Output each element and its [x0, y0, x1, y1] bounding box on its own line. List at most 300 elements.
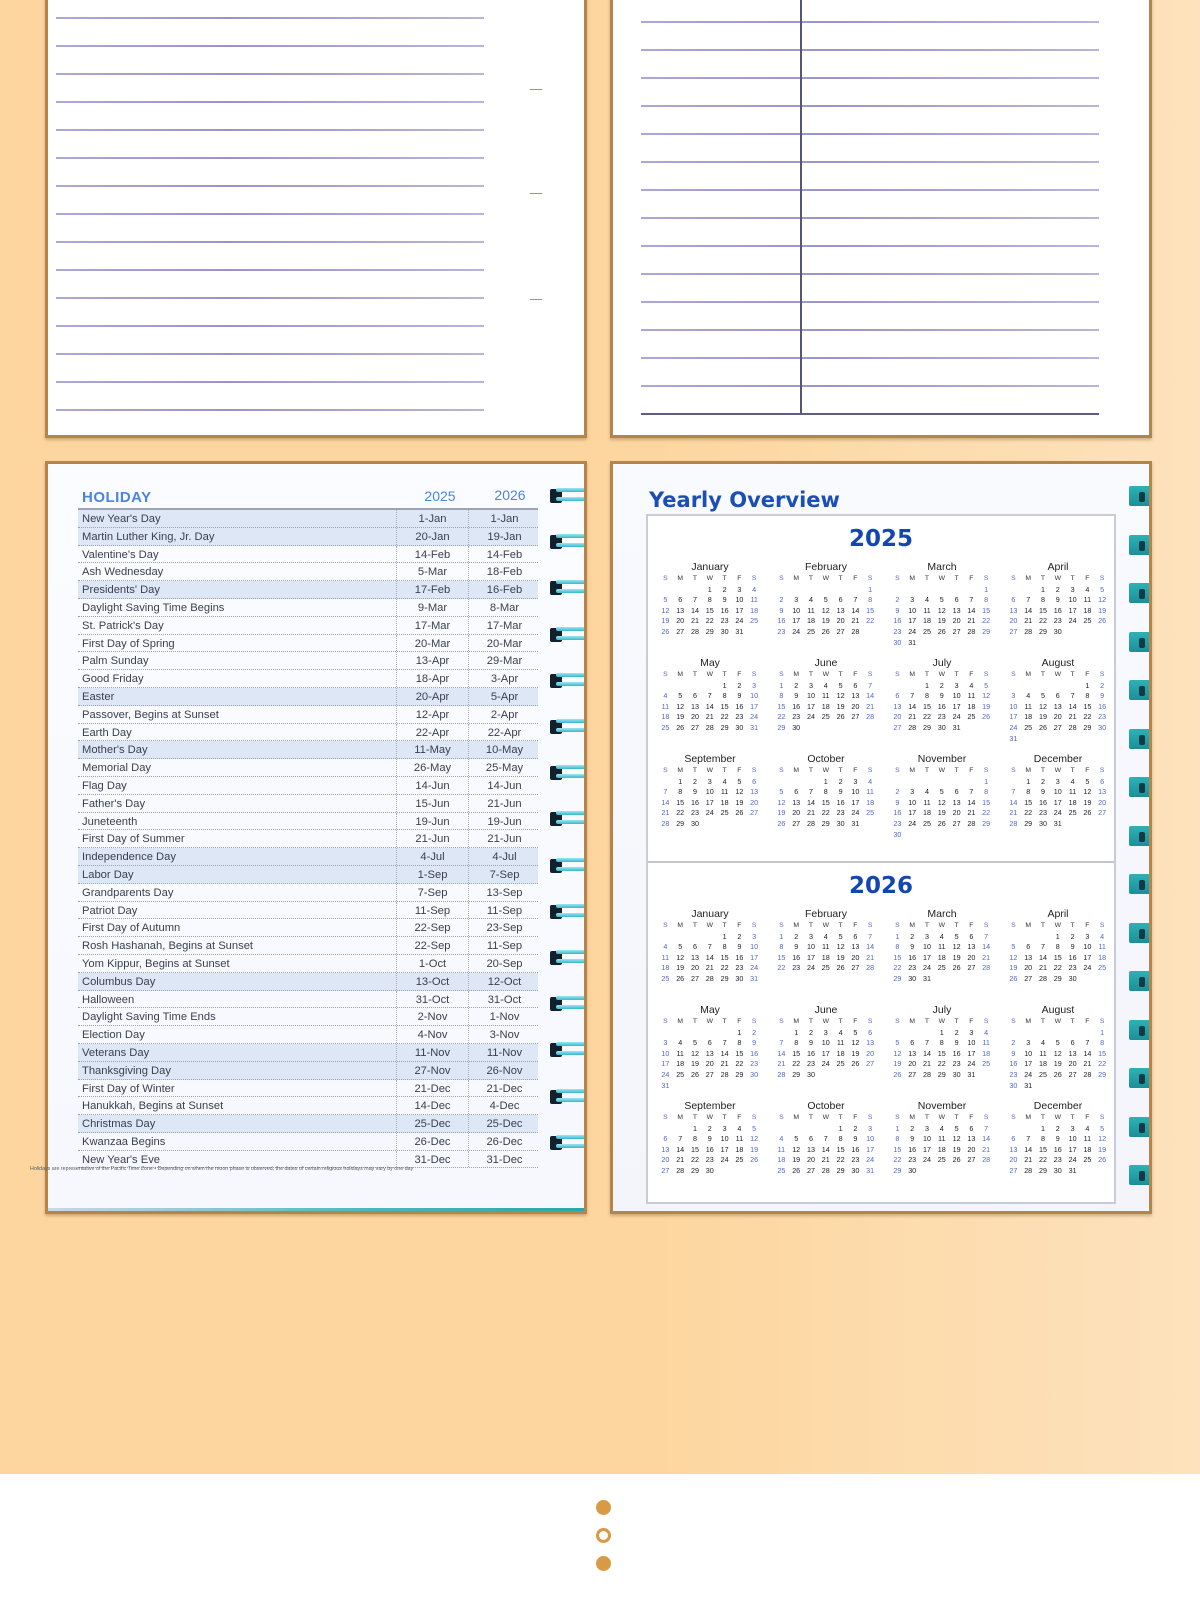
calendar-day: 15	[1038, 1144, 1047, 1154]
weekday-label: S	[1099, 671, 1105, 678]
calendar-day: 8	[868, 595, 873, 605]
calendar-day: 10	[735, 595, 744, 605]
calendar-day: 27	[1068, 1069, 1077, 1079]
calendar-day: 23	[777, 626, 786, 636]
calendar-day: 30	[908, 973, 917, 983]
weekday-label: M	[1025, 922, 1032, 929]
margin-tick	[530, 89, 542, 90]
calendar-day: 30	[1098, 722, 1107, 732]
spiral-wire	[556, 534, 587, 538]
calendar-day: 15	[777, 952, 786, 962]
weekday-label: M	[909, 671, 916, 678]
calendar-day: 25	[821, 963, 830, 973]
holiday-date-2025: 27-Nov	[396, 1062, 468, 1079]
calendar-day: 20	[690, 712, 699, 722]
calendar-day: 20	[690, 963, 699, 973]
calendar-day: 15	[720, 952, 729, 962]
ruled-line	[641, 49, 1099, 51]
calendar-day: 19	[937, 616, 946, 626]
calendar-day: 22	[922, 712, 931, 722]
calendar-day: 20	[661, 1155, 670, 1165]
weekday-label: T	[722, 1018, 727, 1025]
weekday-label: F	[853, 922, 858, 929]
weekday-label: T	[1040, 1114, 1046, 1121]
calendar-day: 19	[750, 1144, 759, 1154]
holiday-row	[78, 1133, 538, 1151]
calendar-day: 6	[853, 931, 858, 941]
month-calendar	[654, 656, 766, 734]
weekday-label: T	[808, 1114, 814, 1121]
calendar-day: 17	[661, 1059, 670, 1069]
calendar-day: 2	[910, 931, 915, 941]
weekday-label: T	[1070, 922, 1075, 929]
calendar-day: 28	[777, 1069, 786, 1079]
calendar-day: 12	[952, 942, 961, 952]
ruled-line	[641, 133, 1099, 135]
empty-day	[905, 585, 920, 596]
calendar-day: 19	[821, 616, 830, 626]
weekday-label: S	[895, 1114, 900, 1121]
calendar-day: 27	[836, 626, 845, 636]
calendar-day: 7	[1011, 787, 1016, 797]
weekday-label: S	[779, 1018, 784, 1025]
calendar-day: 26	[937, 626, 946, 636]
holiday-date-2025: 4-Nov	[396, 1026, 468, 1043]
calendar-day: 22	[836, 1155, 845, 1165]
calendar-day: 15	[1098, 1048, 1107, 1058]
calendar-day: 8	[678, 787, 683, 797]
calendar-day: 23	[792, 963, 801, 973]
calendar-day: 10	[922, 942, 931, 952]
weekday-label: W	[706, 767, 713, 774]
calendar-day: 30	[1038, 818, 1047, 828]
calendar-day: 28	[1038, 973, 1047, 983]
spiral-wire	[556, 1042, 587, 1046]
calendar-day: 8	[722, 691, 727, 701]
calendar-day: 21	[851, 616, 860, 626]
calendar-day: 16	[893, 808, 902, 818]
weekday-label: W	[938, 1114, 945, 1121]
calendar-day: 7	[823, 1134, 828, 1144]
month-day-grid	[890, 921, 998, 985]
calendar-day: 25	[836, 1059, 845, 1069]
spiral-wire	[556, 1144, 587, 1148]
calendar-day: 19	[661, 616, 670, 626]
holiday-date-2026: 16-Feb	[468, 581, 540, 598]
empty-day	[905, 777, 920, 788]
month-calendar	[770, 1099, 882, 1177]
empty-day	[1036, 1028, 1051, 1039]
weekday-label: S	[663, 671, 668, 678]
empty-day	[818, 585, 833, 596]
calendar-day: 13	[967, 1134, 976, 1144]
calendar-day: 18	[821, 701, 830, 711]
weekday-label: M	[1025, 767, 1032, 774]
calendar-day: 22	[937, 1059, 946, 1069]
calendar-day: 30	[851, 1165, 860, 1175]
year-calendar-2025	[648, 516, 1114, 856]
calendar-day: 7	[1040, 942, 1045, 952]
calendar-day: 5	[838, 680, 843, 690]
calendar-day: 7	[969, 787, 974, 797]
empty-day	[804, 1124, 819, 1135]
yearly-calendar-box	[646, 514, 1116, 1204]
empty-day	[673, 585, 688, 596]
pager-dot-active[interactable]	[596, 1528, 611, 1543]
weekday-label: F	[737, 922, 742, 929]
calendar-day: 29	[922, 722, 931, 732]
calendar-day: 9	[692, 787, 697, 797]
calendar-day: 1	[1040, 1123, 1045, 1133]
weekday-label: S	[1011, 1018, 1016, 1025]
holiday-date-2026: 29-Mar	[468, 652, 540, 669]
calendar-day: 22	[735, 1059, 744, 1069]
spiral-ring	[550, 948, 587, 968]
calendar-day: 12	[821, 605, 830, 615]
calendar-day: 16	[735, 952, 744, 962]
weekday-label: T	[808, 671, 814, 678]
calendar-day: 15	[1083, 701, 1092, 711]
ruled-line	[56, 381, 484, 383]
ruled-line	[641, 217, 1099, 219]
calendar-day: 23	[908, 963, 917, 973]
calendar-day: 7	[707, 942, 712, 952]
calendar-day: 17	[1024, 1059, 1033, 1069]
calendar-day: 24	[735, 616, 744, 626]
holiday-table-header	[82, 486, 536, 506]
calendar-day: 31	[1068, 1165, 1077, 1175]
calendar-day: 6	[692, 691, 697, 701]
holiday-name: Palm Sunday	[82, 655, 149, 668]
calendar-day: 12	[1009, 952, 1018, 962]
calendar-day: 14	[1024, 605, 1033, 615]
calendar-day: 10	[720, 1134, 729, 1144]
calendar-day: 8	[779, 942, 784, 952]
weekday-label: F	[737, 1114, 742, 1121]
empty-day	[934, 777, 949, 788]
holiday-name: Easter	[82, 690, 115, 703]
calendar-day: 21	[967, 808, 976, 818]
calendar-day: 28	[661, 818, 670, 828]
empty-day	[920, 777, 935, 788]
calendar-day: 17	[1053, 797, 1062, 807]
calendar-day: 2	[910, 1123, 915, 1133]
month-name: January	[691, 908, 729, 920]
holiday-name: Mother's Day	[82, 744, 148, 757]
weekday-label: T	[722, 575, 727, 582]
calendar-day: 26	[982, 712, 991, 722]
calendar-day: 23	[1038, 808, 1047, 818]
calendar-day: 30	[705, 1165, 714, 1175]
calendar-day: 3	[794, 595, 799, 605]
empty-day	[658, 1124, 673, 1135]
weekday-label: M	[793, 671, 800, 678]
calendar-day: 19	[676, 712, 685, 722]
calendar-day: 1	[984, 584, 989, 594]
calendar-day: 3	[924, 931, 929, 941]
holiday-date-2025: 7-Sep	[396, 884, 468, 901]
month-day-grid	[890, 766, 998, 840]
calendar-day: 4	[1085, 584, 1090, 594]
calendar-day: 14	[661, 797, 670, 807]
calendar-day: 2	[1011, 1038, 1016, 1048]
ruled-line	[641, 329, 1099, 331]
empty-day	[890, 681, 905, 692]
calendar-day: 18	[661, 963, 670, 973]
weekday-label: F	[1085, 575, 1090, 582]
calendar-day: 22	[821, 808, 830, 818]
month-calendar	[1002, 656, 1114, 744]
month-day-grid	[1006, 670, 1114, 744]
holiday-date-2026: 1-Nov	[468, 1008, 540, 1025]
weekday-label: W	[1054, 1018, 1061, 1025]
calendar-day: 13	[952, 605, 961, 615]
calendar-day: 25	[1024, 722, 1033, 732]
calendar-day: 31	[908, 637, 917, 647]
calendar-day: 19	[893, 1059, 902, 1069]
calendar-day: 17	[851, 797, 860, 807]
month-day-grid	[658, 574, 766, 638]
month-day-grid	[1006, 1113, 1114, 1177]
calendar-day: 28	[967, 818, 976, 828]
ruled-line	[641, 161, 1099, 163]
calendar-day: 31	[750, 973, 759, 983]
calendar-day: 1	[868, 584, 873, 594]
holiday-name: Kwanzaa Begins	[82, 1135, 166, 1148]
calendar-day: 26	[676, 973, 685, 983]
calendar-day: 1	[1040, 584, 1045, 594]
calendar-day: 5	[678, 942, 683, 952]
weekday-label: T	[838, 1114, 843, 1121]
calendar-day: 5	[1011, 942, 1016, 952]
holiday-row	[78, 510, 538, 528]
holiday-name: Election Day	[82, 1029, 145, 1042]
weekday-label: T	[924, 1114, 930, 1121]
ruled-line	[56, 297, 484, 299]
weekday-label: T	[1040, 922, 1046, 929]
empty-day	[1036, 932, 1051, 943]
calendar-day: 3	[969, 1027, 974, 1037]
calendar-day: 15	[866, 605, 875, 615]
empty-day	[658, 777, 673, 788]
weekday-label: M	[1025, 1018, 1032, 1025]
holiday-row	[78, 652, 538, 670]
calendar-day: 10	[750, 942, 759, 952]
calendar-day: 16	[952, 1048, 961, 1058]
weekday-label: S	[983, 1018, 989, 1025]
calendar-day: 7	[984, 1123, 989, 1133]
month-calendar	[886, 907, 998, 985]
calendar-day: 11	[1083, 595, 1092, 605]
calendar-day: 8	[1085, 691, 1090, 701]
weekday-label: T	[838, 767, 843, 774]
calendar-day: 31	[967, 1069, 976, 1079]
calendar-day: 26	[952, 1155, 961, 1165]
calendar-day: 9	[954, 1038, 959, 1048]
holiday-row	[78, 955, 538, 973]
calendar-day: 17	[750, 952, 759, 962]
calendar-day: 3	[663, 1038, 668, 1048]
calendar-day: 3	[823, 1027, 828, 1037]
calendar-day: 24	[922, 1155, 931, 1165]
ruled-line	[56, 101, 484, 103]
calendar-day: 6	[752, 776, 757, 786]
calendar-day: 26	[1098, 616, 1107, 626]
empty-day	[1021, 681, 1036, 692]
calendar-day: 24	[922, 963, 931, 973]
calendar-day: 14	[720, 1048, 729, 1058]
calendar-day: 15	[893, 952, 902, 962]
month-calendar	[770, 752, 882, 830]
vertical-column-rule	[800, 0, 802, 413]
month-calendar	[654, 752, 766, 830]
empty-day	[1006, 777, 1021, 788]
calendar-day: 9	[737, 942, 742, 952]
calendar-day: 12	[777, 797, 786, 807]
month-day-grid	[774, 921, 882, 974]
month-calendar	[770, 656, 882, 734]
calendar-day: 31	[952, 722, 961, 732]
month-calendar	[770, 560, 882, 638]
calendar-day: 18	[676, 1059, 685, 1069]
calendar-day: 30	[952, 1069, 961, 1079]
spiral-wire	[556, 913, 587, 917]
calendar-day: 25	[1068, 808, 1077, 818]
calendar-day: 12	[661, 605, 670, 615]
calendar-day: 19	[851, 1048, 860, 1058]
weekday-label: S	[983, 922, 989, 929]
calendar-day: 27	[866, 1059, 875, 1069]
calendar-day: 24	[851, 808, 860, 818]
calendar-day: 7	[722, 1038, 727, 1048]
month-day-grid	[890, 1017, 998, 1081]
month-day-grid	[1006, 1017, 1114, 1091]
calendar-day: 21	[705, 712, 714, 722]
year-column-2025: 2025	[424, 488, 456, 504]
calendar-day: 6	[895, 691, 900, 701]
calendar-day: 17	[866, 1144, 875, 1154]
empty-day	[1080, 1028, 1095, 1039]
calendar-day: 4	[823, 931, 828, 941]
calendar-day: 12	[735, 787, 744, 797]
pager-dot[interactable]	[596, 1556, 611, 1571]
calendar-day: 31	[866, 1165, 875, 1175]
month-name: July	[932, 1004, 952, 1016]
calendar-day: 7	[868, 680, 873, 690]
weekday-label: S	[867, 767, 873, 774]
calendar-day: 7	[984, 931, 989, 941]
spiral-wire	[556, 543, 587, 547]
calendar-day: 28	[982, 963, 991, 973]
weekday-label: M	[909, 575, 916, 582]
calendar-day: 8	[984, 595, 989, 605]
calendar-day: 13	[1009, 605, 1018, 615]
calendar-day: 28	[922, 1069, 931, 1079]
spiral-wire	[556, 867, 587, 871]
pager-dot[interactable]	[596, 1500, 611, 1515]
spiral-wire	[556, 904, 587, 908]
weekday-label: W	[1054, 767, 1061, 774]
calendar-day: 29	[893, 973, 902, 983]
calendar-day: 22	[1098, 1059, 1107, 1069]
calendar-day: 29	[735, 1069, 744, 1079]
calendar-day: 6	[808, 1134, 813, 1144]
calendar-day: 18	[661, 712, 670, 722]
ruled-line	[56, 241, 484, 243]
calendar-day: 18	[922, 808, 931, 818]
calendar-day: 28	[690, 626, 699, 636]
spiral-ring	[550, 717, 587, 737]
weekday-label: F	[853, 767, 858, 774]
weekday-label: F	[969, 1018, 974, 1025]
weekday-label: F	[969, 575, 974, 582]
weekday-label: S	[1011, 671, 1016, 678]
calendar-day: 5	[823, 595, 828, 605]
weekday-label: S	[1099, 1018, 1105, 1025]
calendar-day: 21	[1024, 1155, 1033, 1165]
calendar-day: 6	[838, 595, 843, 605]
calendar-day: 23	[893, 626, 902, 636]
calendar-day: 16	[792, 701, 801, 711]
empty-day	[1006, 585, 1021, 596]
month-calendar	[886, 560, 998, 648]
calendar-day: 3	[1011, 691, 1016, 701]
holiday-date-2026: 3-Nov	[468, 1026, 540, 1043]
weekday-label: M	[677, 767, 684, 774]
calendar-day: 11	[777, 1144, 786, 1154]
holiday-date-2026: 2-Apr	[468, 706, 540, 723]
month-day-grid	[658, 670, 766, 734]
calendar-day: 29	[1024, 818, 1033, 828]
empty-day	[658, 681, 673, 692]
year-column-2026: 2026	[494, 487, 526, 503]
calendar-day: 2	[1100, 680, 1105, 690]
calendar-day: 9	[853, 1134, 858, 1144]
calendar-day: 29	[982, 818, 991, 828]
holiday-table	[78, 508, 538, 1168]
holiday-date-2026: 21-Jun	[468, 830, 540, 847]
weekday-label: S	[751, 922, 757, 929]
weekday-label: T	[1070, 767, 1075, 774]
calendar-day: 17	[705, 797, 714, 807]
ruled-line	[641, 77, 1099, 79]
calendar-day: 14	[705, 701, 714, 711]
calendar-day: 6	[1070, 1038, 1075, 1048]
calendar-day: 21	[866, 701, 875, 711]
empty-day	[804, 777, 819, 788]
holiday-date-2025: 19-Jun	[396, 813, 468, 830]
calendar-day: 19	[982, 701, 991, 711]
holiday-date-2025: 18-Apr	[396, 670, 468, 687]
holiday-date-2026: 4-Dec	[468, 1097, 540, 1114]
calendar-day: 8	[1040, 595, 1045, 605]
calendar-day: 28	[806, 818, 815, 828]
calendar-day: 29	[893, 1165, 902, 1175]
calendar-day: 25	[1098, 963, 1107, 973]
holiday-row	[78, 902, 538, 920]
calendar-day: 14	[690, 605, 699, 615]
spiral-wire	[556, 1135, 587, 1139]
spiral-wire	[556, 1098, 587, 1102]
calendar-day: 6	[1011, 595, 1016, 605]
spiral-wire	[556, 774, 587, 778]
margin-tick	[530, 299, 542, 300]
calendar-day: 25	[661, 973, 670, 983]
calendar-day: 25	[750, 616, 759, 626]
calendar-day: 24	[750, 963, 759, 973]
calendar-day: 21	[720, 1059, 729, 1069]
calendar-day: 4	[1026, 691, 1031, 701]
